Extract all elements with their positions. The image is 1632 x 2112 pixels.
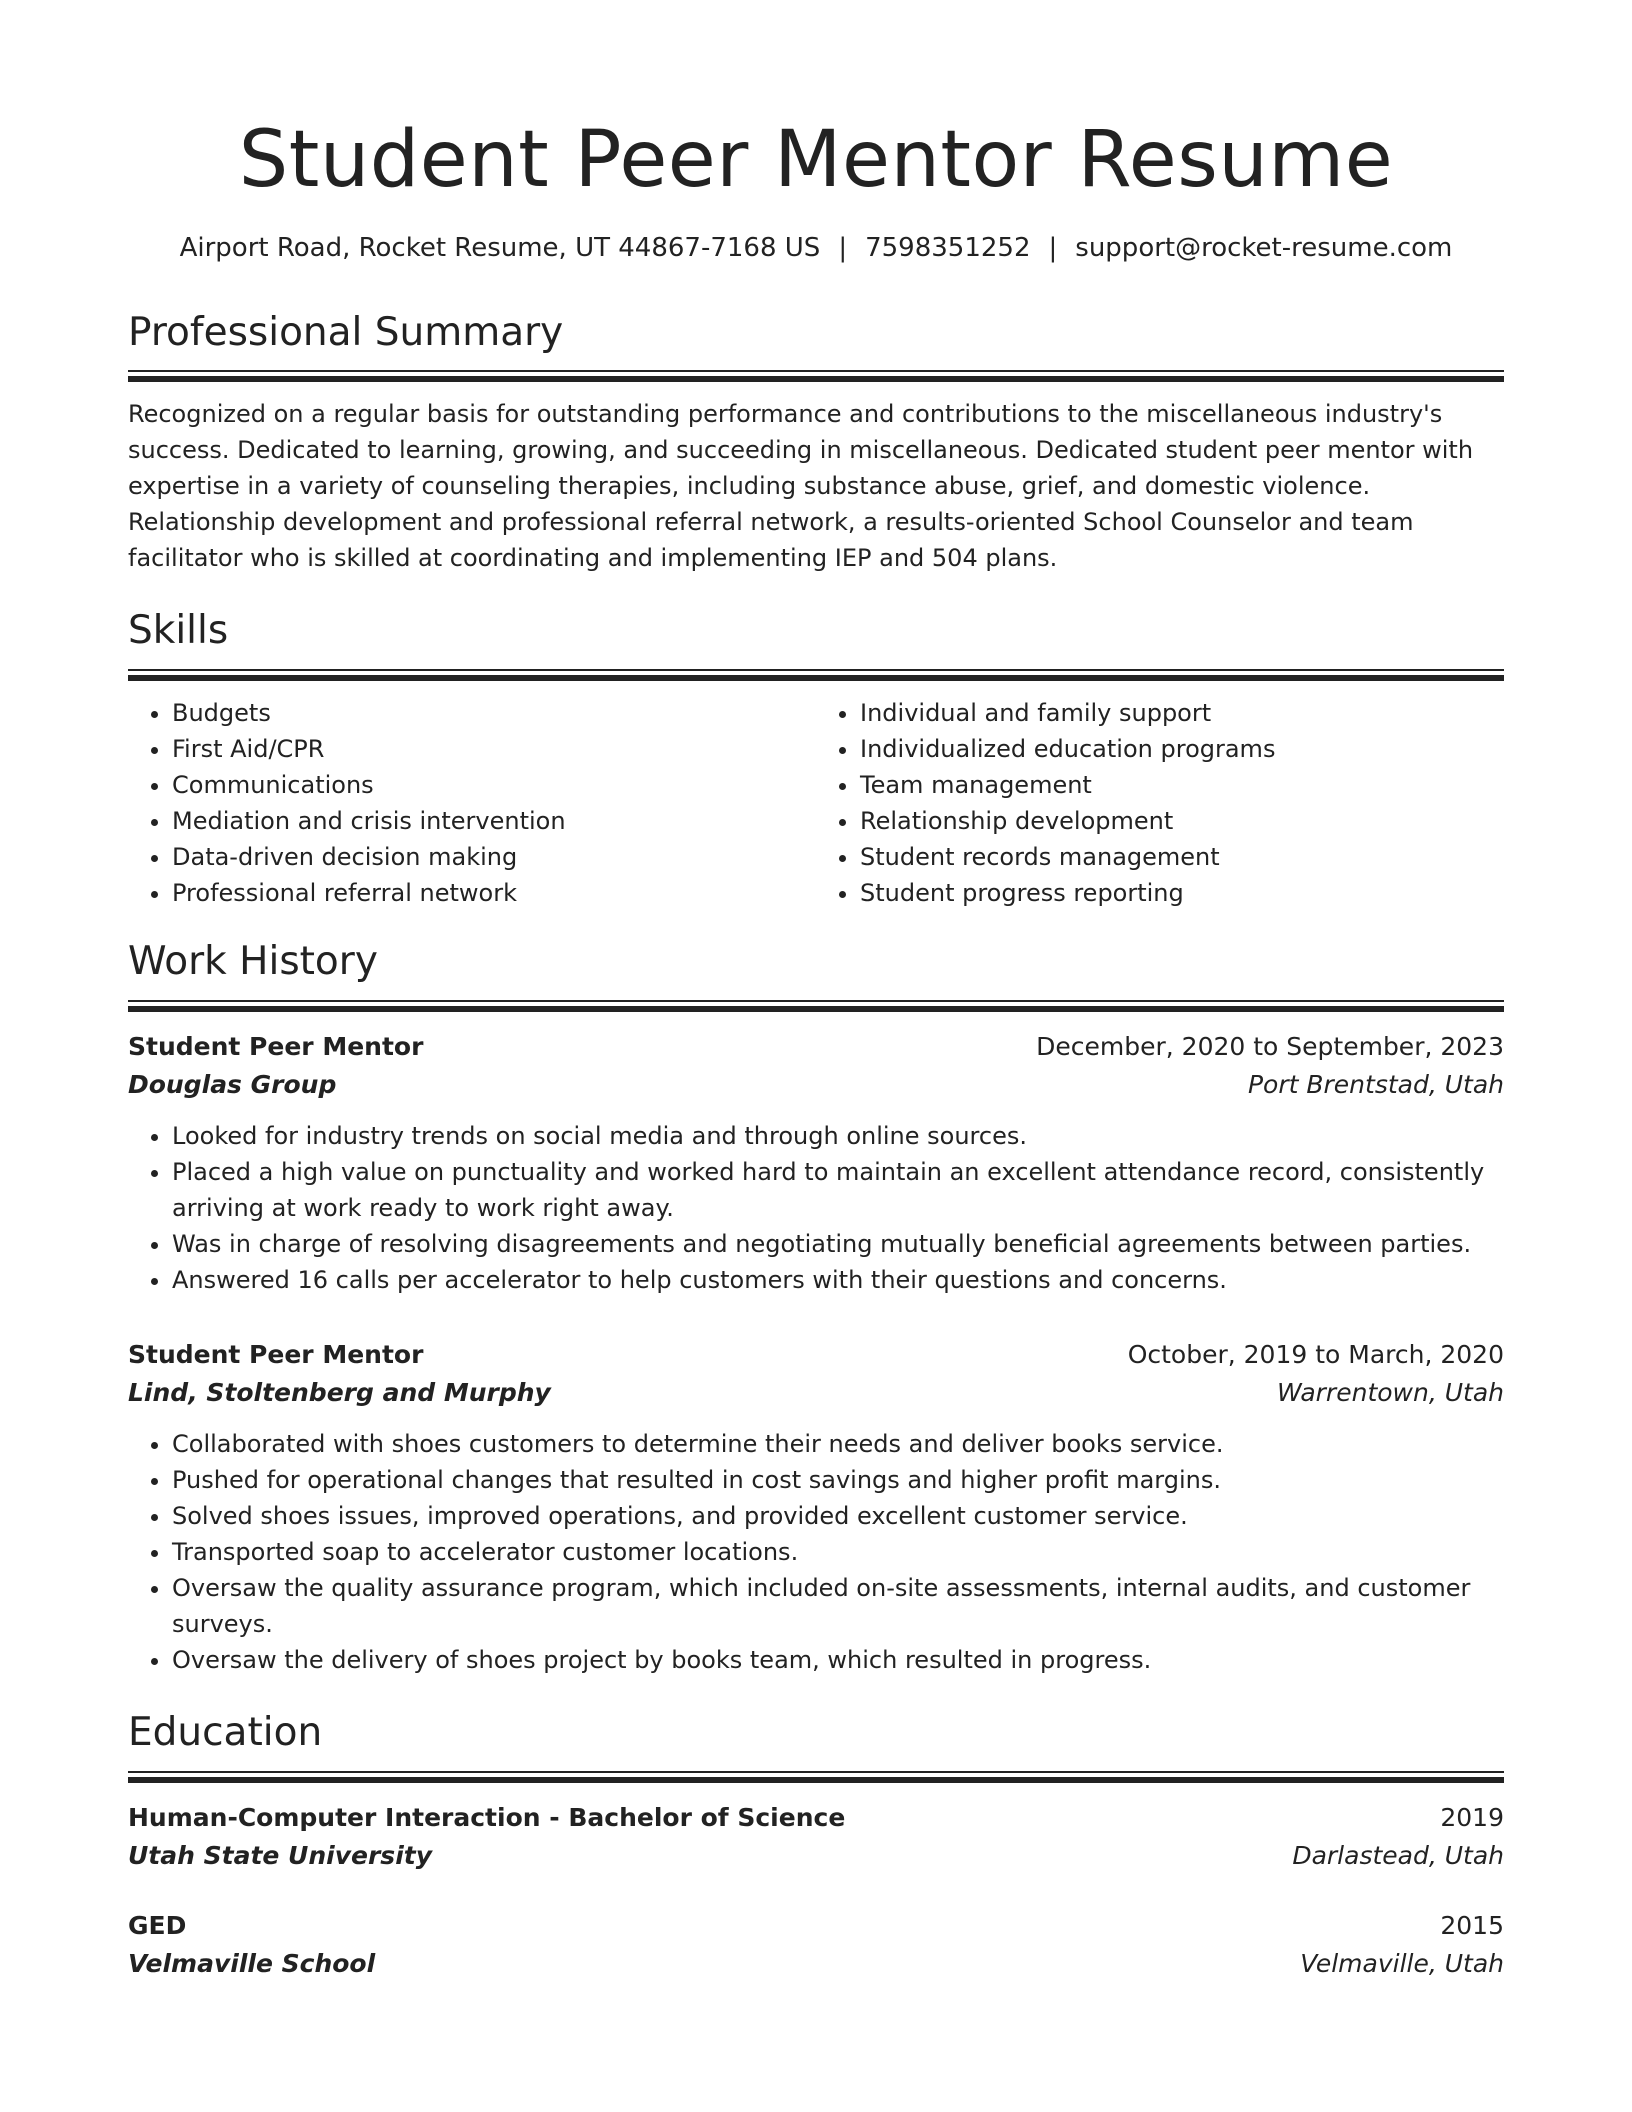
skill-item: • Data-driven decision making — [172, 839, 816, 875]
job-location: Port Brentstad, Utah — [1247, 1069, 1504, 1099]
contact-address: Airport Road, Rocket Resume, UT 44867-7168 US — [179, 232, 821, 263]
job-bullet: • Looked for industry trends on social media and through online sources. — [172, 1118, 1504, 1154]
job-bullets — [128, 1426, 1504, 1678]
job-bullets — [128, 1118, 1504, 1298]
skill-item: • First Aid/CPR — [172, 731, 816, 767]
skills-columns — [128, 695, 1504, 911]
education-year: 2019 — [1440, 1802, 1504, 1832]
job-header — [128, 1028, 1504, 1066]
job-bullet: • Solved shoes issues, improved operations, and provided excellent customer service. — [172, 1498, 1504, 1534]
education-header — [128, 1799, 1504, 1837]
job-bullet: • Placed a high value on punctuality and worked hard to maintain an excellent attendance record, consistently arriving at work ready to work right away. — [172, 1154, 1504, 1226]
education-entry — [128, 1907, 1504, 1983]
job-bullet: • Pushed for operational changes that resulted in cost savings and higher profit margins. — [172, 1462, 1504, 1498]
job-dates: December, 2020 to September, 2023 — [1036, 1031, 1504, 1061]
job-bullet: • Transported soap to accelerator customer locations. — [172, 1534, 1504, 1570]
job-bullet: • Was in charge of resolving disagreements and negotiating mutually beneficial agreements between parties. — [172, 1226, 1504, 1262]
education-heading: Education — [128, 1709, 323, 1755]
education-school: Velmaville School — [128, 1948, 376, 1978]
contact-email: support@rocket-resume.com — [1075, 232, 1453, 263]
contact-line — [128, 232, 1504, 266]
education-degree: Human-Computer Interaction - Bachelor of Science — [128, 1802, 846, 1832]
job-dates: October, 2019 to March, 2020 — [1127, 1339, 1504, 1369]
education-location: Darlastead, Utah — [1292, 1840, 1504, 1870]
job-title: Student Peer Mentor — [128, 1031, 424, 1061]
education-school: Utah State University — [128, 1840, 433, 1870]
education-header — [128, 1907, 1504, 1945]
education-entry — [128, 1799, 1504, 1875]
skills-heading: Skills — [128, 608, 229, 654]
resume-title: Student Peer Mentor Resume — [238, 115, 1394, 205]
education-subheader — [128, 1945, 1504, 1983]
summary-text: Recognized on a regular basis for outstanding performance and contributions to the miscellaneous industry's success. Dedicated to learning, growing, and succeeding in miscellaneous. Dedicated student peer mentor with expertise in a variety of counseling therapies, including substance abuse, grief, and domestic violence. Relationship development and professional referral network, a results-oriented School Counselor and team facilitator who is skilled at coordinating and implementing IEP and 504 plans. — [128, 400, 1474, 573]
section-divider — [128, 370, 1504, 382]
contact-separator: | — [838, 232, 848, 263]
education-subheader — [128, 1837, 1504, 1875]
work-section — [128, 939, 1504, 1678]
job-subheader — [128, 1066, 1504, 1104]
job-subheader — [128, 1374, 1504, 1412]
skill-item: • Student records management — [860, 839, 1504, 875]
skill-item: • Individualized education programs — [860, 731, 1504, 767]
education-degree: GED — [128, 1910, 187, 1940]
contact-separator: | — [1048, 232, 1058, 263]
job-bullet: • Collaborated with shoes customers to determine their needs and deliver books service. — [172, 1426, 1504, 1462]
skill-item: • Individual and family support — [860, 695, 1504, 731]
job-entry — [128, 1336, 1504, 1678]
summary-heading: Professional Summary — [128, 309, 564, 355]
job-org: Lind, Stoltenberg and Murphy — [128, 1377, 551, 1407]
job-title: Student Peer Mentor — [128, 1339, 424, 1369]
work-heading: Work History — [128, 939, 378, 985]
job-bullet: • Oversaw the quality assurance program, which included on-site assessments, internal audits, and customer surveys. — [172, 1570, 1504, 1642]
skill-item: • Communications — [172, 767, 816, 803]
job-bullet: • Oversaw the delivery of shoes project by books team, which resulted in progress. — [172, 1642, 1504, 1678]
skill-item: • Professional referral network — [172, 875, 816, 911]
job-org: Douglas Group — [128, 1069, 337, 1099]
section-divider — [128, 1771, 1504, 1783]
job-location: Warrentown, Utah — [1276, 1377, 1504, 1407]
skill-item: • Mediation and crisis intervention — [172, 803, 816, 839]
skills-list-left — [128, 695, 816, 911]
section-divider — [128, 669, 1504, 681]
education-section — [128, 1710, 1504, 1983]
contact-phone: 7598351252 — [865, 232, 1031, 263]
skill-item: • Student progress reporting — [860, 875, 1504, 911]
job-header — [128, 1336, 1504, 1374]
skill-item: • Budgets — [172, 695, 816, 731]
skills-list-right — [816, 695, 1504, 911]
education-location: Velmaville, Utah — [1300, 1948, 1504, 1978]
skills-section — [128, 608, 1504, 911]
job-bullet: • Answered 16 calls per accelerator to help customers with their questions and concerns. — [172, 1262, 1504, 1298]
job-entry — [128, 1028, 1504, 1298]
section-divider — [128, 1000, 1504, 1012]
education-year: 2015 — [1440, 1910, 1504, 1940]
skill-item: • Relationship development — [860, 803, 1504, 839]
skill-item: • Team management — [860, 767, 1504, 803]
summary-section — [128, 310, 1504, 577]
